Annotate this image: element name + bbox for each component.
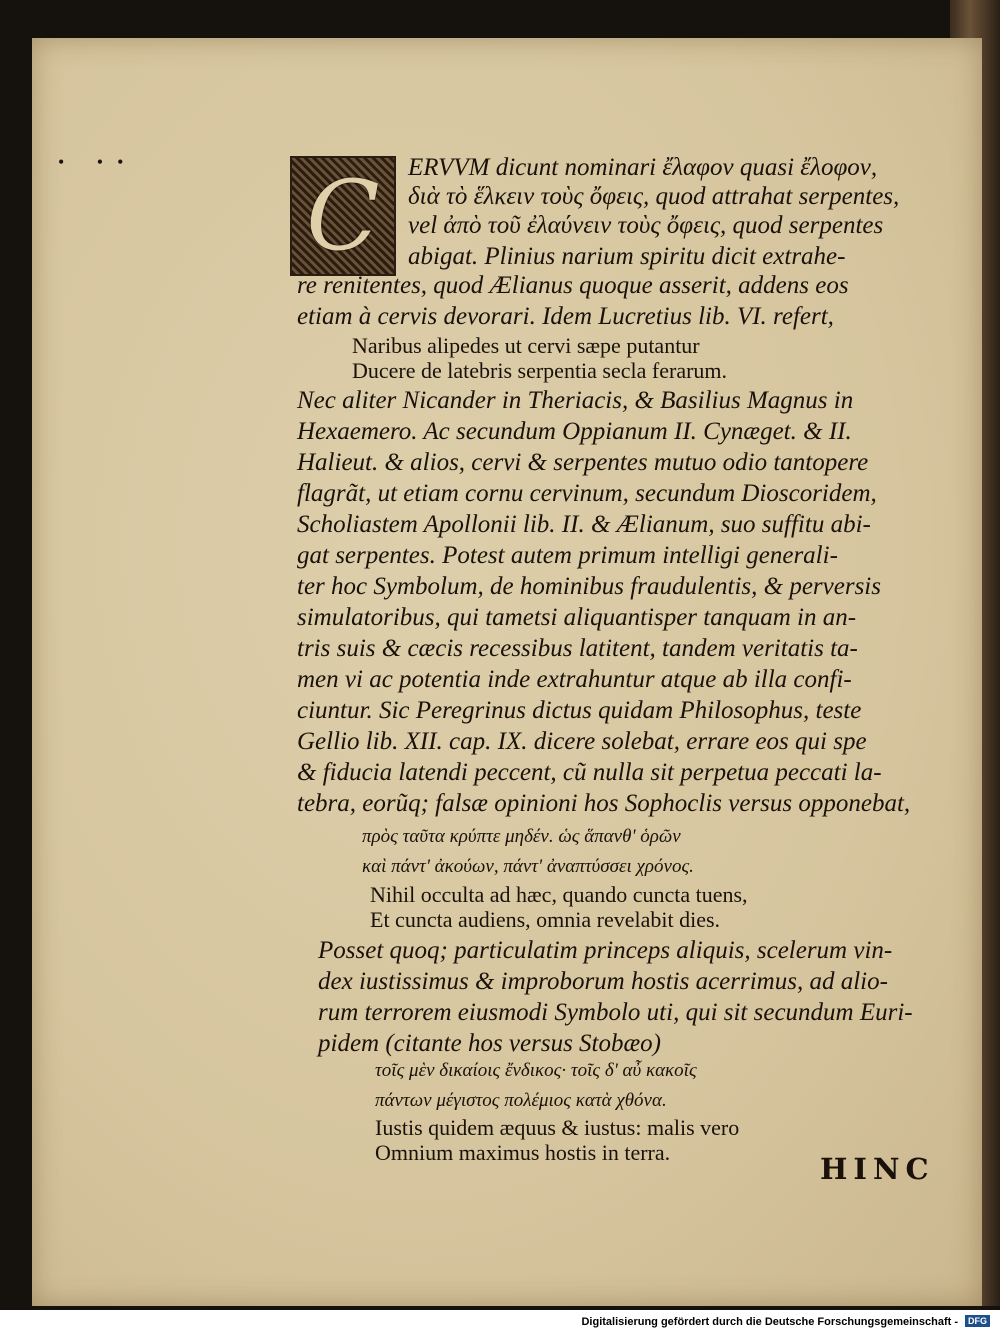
text-line: Nec aliter Nicander in Theriacis, & Basilius Magnus in [297, 387, 854, 414]
greek-verse-line: τοῖς μὲν δικαίοις ἔνδικος· τοῖς δ' αὖ κακοῖς [375, 1060, 697, 1081]
text-line: dex iustissimus & improborum hostis acerrimus, ad alio- [318, 968, 888, 995]
verse-line: Ducere de latebris serpentia secla ferarum. [352, 358, 728, 383]
text-line: ciuntur. Sic Peregrinus dictus quidam Philosophus, teste [297, 697, 862, 724]
text-line: etiam à cervis devorari. Idem Lucretius lib. VI. refert, [297, 303, 834, 330]
greek-verse-line: πάντων μέγιστος πολέμιος κατὰ χθόνα. [375, 1090, 667, 1111]
text-line: ERVVM dicunt nominari ἔλαφον quasi ἔλοφον, [408, 154, 878, 181]
footer-bar [0, 1310, 1000, 1334]
text-line: re renitentes, quod Ælianus quoque asserit, addens eos [297, 272, 849, 299]
verse-line: Nihil occulta ad hæc, quando cuncta tuens, [370, 882, 748, 907]
catchword: HINC [820, 1152, 935, 1186]
text-line: gat serpentes. Potest autem primum intelligi generali- [297, 542, 838, 569]
text-line: tebra, eorũq; falsæ opinioni hos Sophoclis versus opponebat, [297, 790, 911, 817]
decorated-initial [290, 156, 396, 276]
text-line: tris suis & cæcis recessibus latitent, tandem veritatis ta- [297, 635, 858, 662]
text-line: pidem (citante hos versus Stobæo) [318, 1030, 662, 1057]
verse-line: Naribus alipedes ut cervi sæpe putantur [352, 333, 700, 358]
margin-marks: • •• [58, 152, 138, 172]
text-line: & fiducia latendi peccent, cũ nulla sit perpetua peccati la- [297, 759, 882, 786]
text-line: διὰ τὸ ἕλκειν τοὺς ὄφεις, quod attrahat serpentes, [408, 183, 900, 210]
verse-line: Omnium maximus hostis in terra. [375, 1140, 671, 1165]
text-line: rum terrorem eiusmodi Symbolo uti, qui sit secundum Euri- [318, 999, 913, 1026]
text-line: ter hoc Symbolum, de hominibus fraudulentis, & perversis [297, 573, 881, 600]
text-line: Hexaemero. Ac secundum Oppianum II. Cynæget. & II. [297, 418, 852, 445]
text-line: Scholiastem Apollonii lib. II. & Ælianum, suo suffitu abi- [297, 511, 871, 538]
initial-letter: C [306, 160, 380, 272]
greek-verse-line: καὶ πάντ' ἀκούων, πάντ' ἀναπτύσσει χρόνος. [362, 856, 694, 877]
text-line: men vi ac potentia inde extrahuntur atque ab illa confi- [297, 666, 852, 693]
verse-line: Et cuncta audiens, omnia revelabit dies. [370, 907, 721, 932]
greek-verse-line: πρὸς ταῦτα κρύπτε μηδέν. ὡς ἅπανθ' ὁρῶν [362, 826, 681, 847]
text-line: Gellio lib. XII. cap. IX. dicere solebat, errare eos qui spe [297, 728, 867, 755]
dfg-logo: DFG [965, 1315, 990, 1327]
text-line: simulatoribus, qui tametsi aliquantisper tanquam in an- [297, 604, 857, 631]
text-line: vel ἀπὸ τοῦ ἐλαύνειν τοὺς ὄφεις, quod serpentes [408, 212, 884, 239]
text-line: Halieut. & alios, cervi & serpentes mutuo odio tantopere [297, 449, 869, 476]
text-line: flagrãt, ut etiam cornu cervinum, secundum Dioscoridem, [297, 480, 877, 507]
verse-line: Iustis quidem æquus & iustus: malis vero [375, 1115, 740, 1140]
text-line: Posset quoq; particulatim princeps aliquis, scelerum vin- [318, 937, 893, 964]
footer-credit: Digitalisierung gefördert durch die Deutsche Forschungsgemeinschaft - [581, 1316, 958, 1328]
text-line: abigat. Plinius narium spiritu dicit extrahe- [408, 243, 846, 270]
